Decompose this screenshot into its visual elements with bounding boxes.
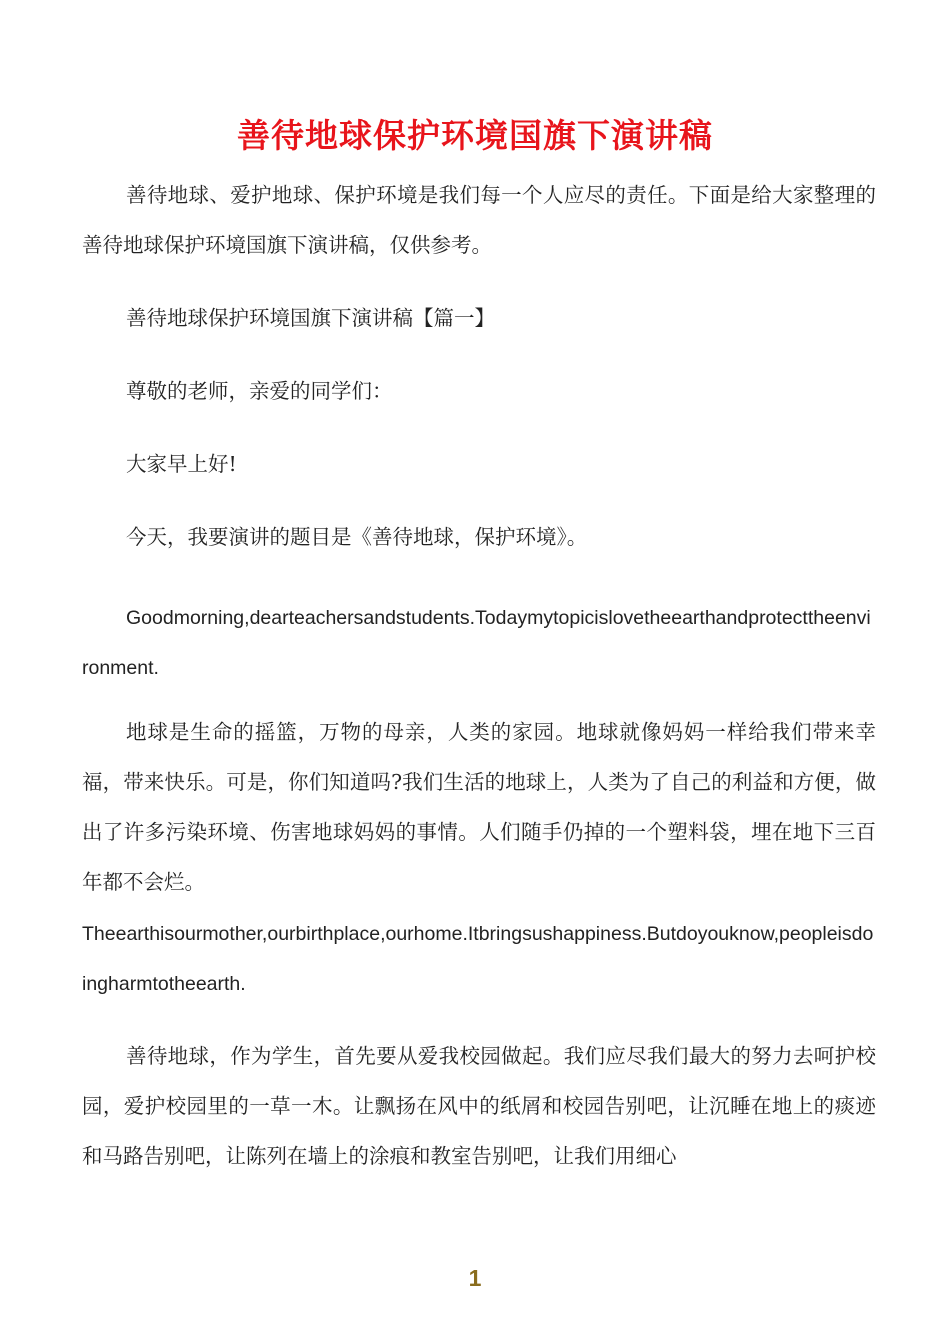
- english-paragraph-1: Goodmorning,dearteachersandstudents.Todaymytopicisloveth​eearthandprotecttheenvironment.: [82, 607, 871, 679]
- earth-paragraph: 地球是生命的摇篮，万物的母亲，人类的家园。地球就像妈妈一样给我们带来幸福，带来快乐。可是，你们知道吗?我们生活的地球上，人类为了自己的利益和方便，做出了许多污染环境、伤害地球妈妈的事情。人们随手仍掉的一个塑料袋，埋在地下三百年都不会烂。: [82, 720, 876, 894]
- greeting-paragraph: 大家早上好!: [126, 452, 237, 476]
- document-title: 善待地球保护环境国旗下演讲稿: [237, 116, 713, 156]
- english-paragraph-2: Theearthisourmother,ourbirthplace,ourhome.Itbringsushappiness.Butdoyouknow,peopleisdoingharmtotheearth.: [82, 923, 874, 995]
- section-heading: 善待地球保护环境国旗下演讲稿【篇一】: [126, 306, 495, 330]
- intro-paragraph: 善待地球、爱护地球、保护环境是我们每一个人应尽的责任。下面是给大家整理的善待地球保护环境国旗下演讲稿，仅供参考。: [82, 183, 876, 257]
- salutation-paragraph: 尊敬的老师，亲爱的同学们：: [126, 379, 393, 403]
- page-number: 1: [468, 1265, 482, 1291]
- topic-paragraph: 今天，我要演讲的题目是《善待地球，保护环境》。: [126, 525, 588, 549]
- campus-paragraph: 善待地球，作为学生，首先要从爱我校园做起。我们应尽我们最大的努力去呵护校园，爱护校园里的一草一木。让飘扬在风中的纸屑和校园告别吧，让沉睡在地上的痰迹和马路告别吧，让陈列在墙上的涂痕和教室告别吧，让我们用细心: [82, 1044, 876, 1168]
